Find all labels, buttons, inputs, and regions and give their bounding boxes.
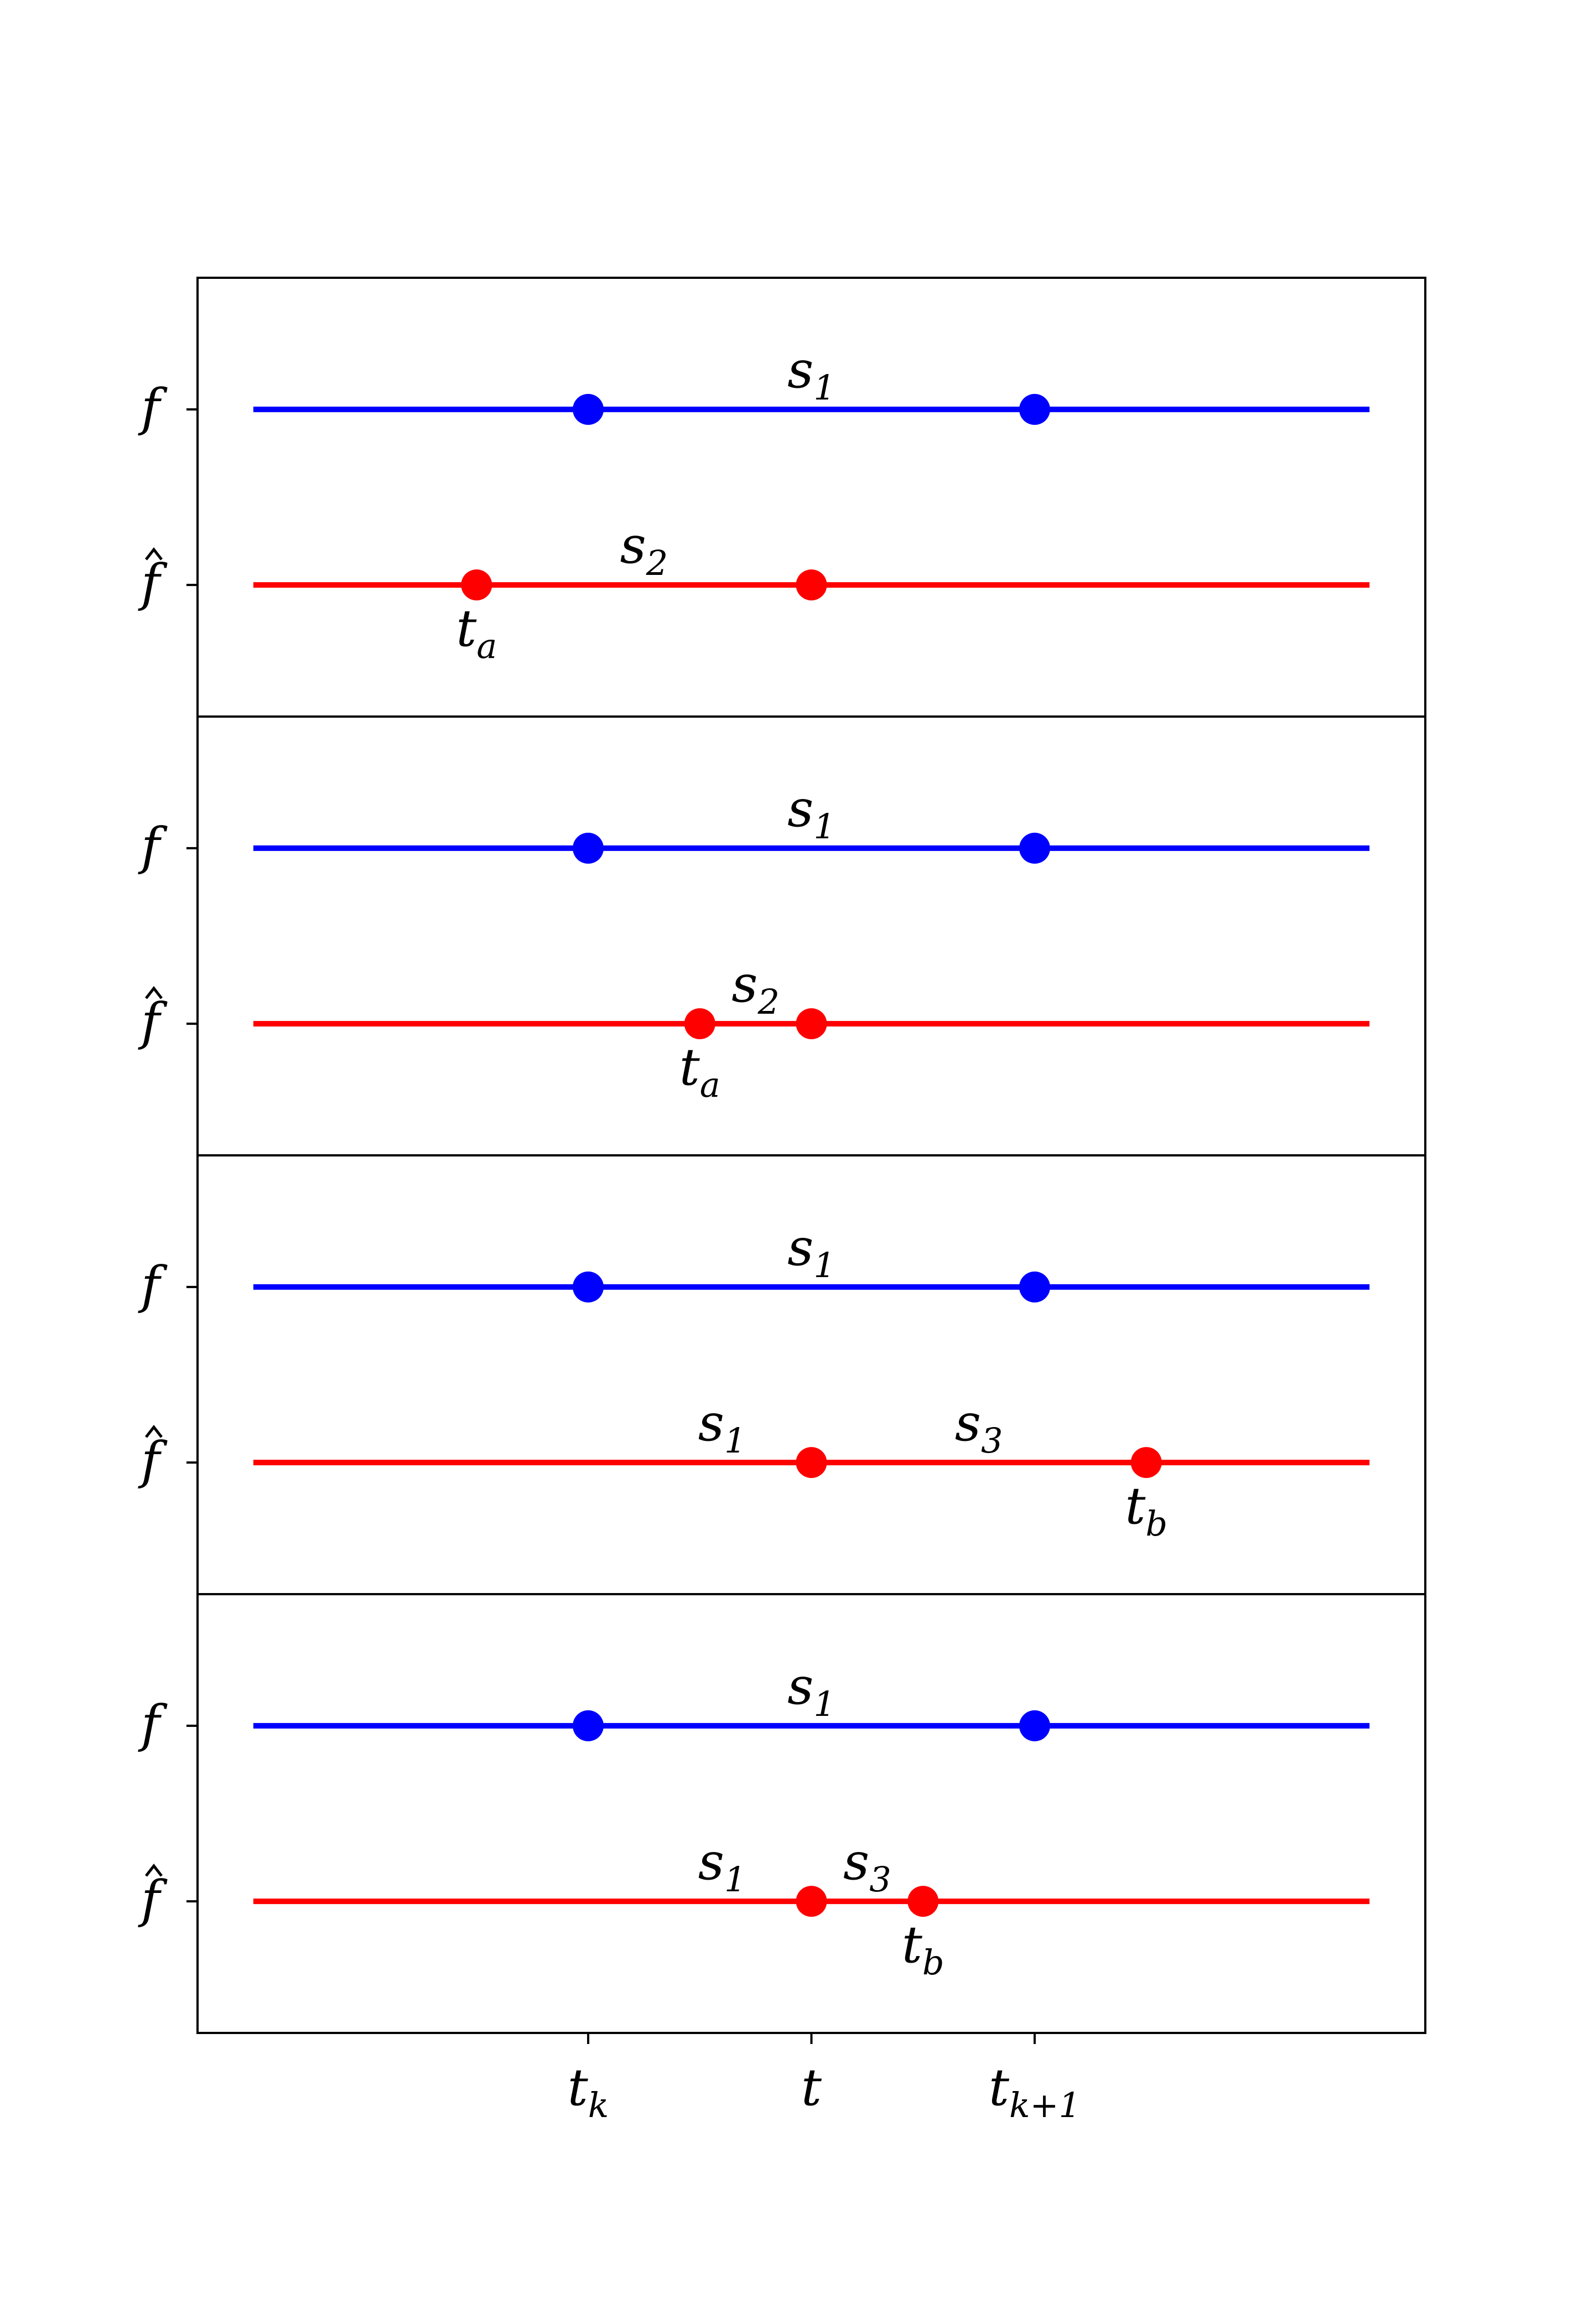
annotation-s3: $s_3$ — [954, 1393, 1003, 1461]
f-point — [573, 1272, 604, 1303]
annotation-s1: $s_1$ — [787, 1217, 835, 1285]
y-tick-label-f: f — [141, 816, 160, 876]
fhat-point — [796, 569, 827, 600]
fhat-point — [796, 1008, 827, 1039]
annotation-tb: $t_b$ — [901, 1915, 944, 1983]
y-tick-label-f: f — [141, 377, 160, 437]
f-point — [573, 833, 604, 864]
annotation-tb: $t_b$ — [1125, 1476, 1168, 1544]
x-tick-label: $t_k$ — [567, 2058, 609, 2125]
fhat-point — [796, 1886, 827, 1917]
annotation-s1: $s_1$ — [698, 1393, 746, 1461]
fhat-point — [461, 569, 492, 600]
f-point — [573, 394, 604, 425]
annotation-s1: $s_1$ — [787, 1656, 835, 1724]
annotation-s2: $s_2$ — [731, 954, 780, 1023]
fhat-point — [907, 1886, 938, 1917]
fhat-point — [796, 1447, 827, 1478]
annotation-s2: $s_2$ — [620, 516, 668, 584]
annotation-ta: $t_a$ — [456, 599, 497, 667]
f-point — [1019, 1710, 1050, 1741]
annotation-ta: $t_a$ — [679, 1038, 720, 1106]
y-tick-label-f: f — [141, 1255, 160, 1315]
fhat-point — [684, 1008, 715, 1039]
y-tick-label-fhat: f — [141, 553, 160, 613]
y-tick-label-fhat: f — [141, 992, 160, 1052]
annotation-s3: $s_3$ — [843, 1832, 891, 1900]
annotation-s1: $s_1$ — [787, 340, 835, 408]
f-point — [1019, 1272, 1050, 1303]
f-point — [573, 1710, 604, 1741]
annotation-s1: $s_1$ — [698, 1832, 746, 1900]
fhat-point — [1131, 1447, 1162, 1478]
x-tick-label: $t_{k+1}$ — [988, 2058, 1081, 2125]
y-tick-label-f: f — [141, 1694, 160, 1754]
y-tick-label-fhat: f — [141, 1870, 160, 1929]
annotation-s1: $s_1$ — [787, 779, 835, 847]
f-point — [1019, 394, 1050, 425]
f-point — [1019, 833, 1050, 864]
x-tick-label: t — [801, 2058, 822, 2117]
y-tick-label-fhat: f — [141, 1431, 160, 1491]
